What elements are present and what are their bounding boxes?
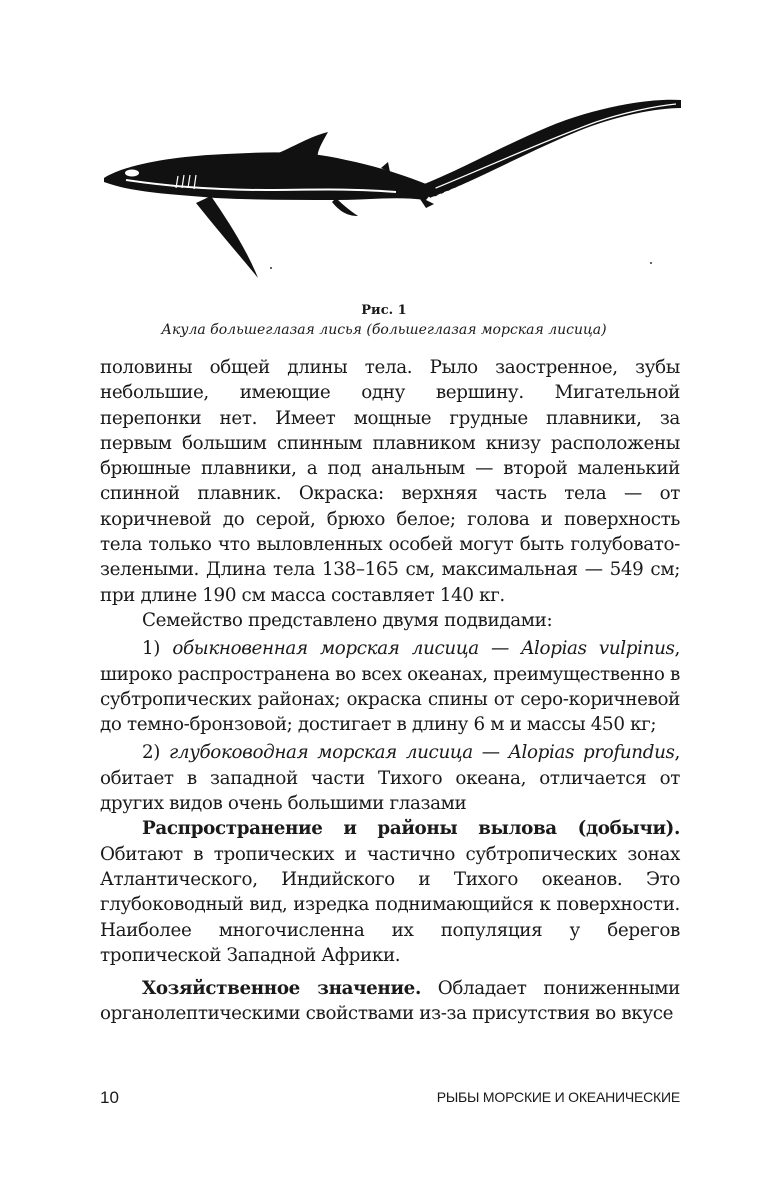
running-head: РЫБЫ МОРСКИЕ И ОКЕАНИЧЕСКИЕ xyxy=(436,1089,680,1105)
list-item xyxy=(100,740,680,816)
section-text: Обладает пониженными органолептическими свойствами из-за присутствия во вкусе xyxy=(100,978,680,1025)
speck xyxy=(650,262,652,264)
shark-illustration xyxy=(96,88,686,288)
list-text: , широко распространена во всех океанах, преимущественно в субтропических районах; окраска спины от серо-коричневой до темно-бронзовой; достигает в длину 6 м и массы 450 кг; xyxy=(100,638,680,736)
speck xyxy=(270,267,272,269)
list-number: 1) xyxy=(142,638,161,660)
pelvic-fin xyxy=(332,198,358,216)
species-name: глубоководная морская лисица — Alopias profundus xyxy=(169,742,675,764)
list-item xyxy=(100,636,680,737)
figure-caption: Акула большеглазая лисья (большеглазая морская лисица) xyxy=(161,322,607,338)
section-paragraph xyxy=(100,816,680,968)
tail-highlight-2 xyxy=(431,128,601,198)
species-name: обыкновенная морская лисица — Alopias vulpinus xyxy=(172,638,675,660)
eye xyxy=(125,170,139,177)
page-footer xyxy=(100,1088,680,1108)
figure-number: Рис. 1 xyxy=(361,303,407,318)
body xyxy=(104,152,436,200)
paragraph: половины общей длины тела. Рыло заостренное, зубы небольшие, имеющие одну вершину. Мигательной перепонки нет. Имеет мощные грудные плавники, за первым большим спинным плавником книзу расположены брюшные плавники, а под анальным — второй маленький спинной плавник. Окраска: верхняя часть тела — от коричневой до серой, брюхо белое; голова и поверхность тела только что выловленных особей могут быть голубовато-зелеными. Длина тела 138–165 см, максимальная — 549 см; при длине 190 см масса составляет 140 кг. xyxy=(100,357,680,606)
list-number: 2) xyxy=(142,742,161,764)
thresher-shark-drawing xyxy=(96,88,686,288)
list-text: , обитает в западной части Тихого океана, отличается от других видов очень большими глазами xyxy=(100,742,680,815)
section-paragraph xyxy=(100,976,680,1027)
pectoral-fin xyxy=(196,196,258,278)
section-text: Обитают в тропических и частично субтропических зонах Атлантического, Индийского и Тихого океанов. Это глубоководный вид, изредка поднимающийся к поверхности. Наиболее многочисленна их популяция у берегов тропической Западной Африки. xyxy=(100,843,680,966)
page-number: 10 xyxy=(100,1088,119,1107)
section-heading: Хозяйственное значение. xyxy=(142,978,421,1000)
section-heading: Распространение и районы вылова (добычи). xyxy=(142,818,680,840)
body-text xyxy=(100,355,680,1027)
paragraph: Семейство представлено двумя подвидами: xyxy=(142,609,553,631)
